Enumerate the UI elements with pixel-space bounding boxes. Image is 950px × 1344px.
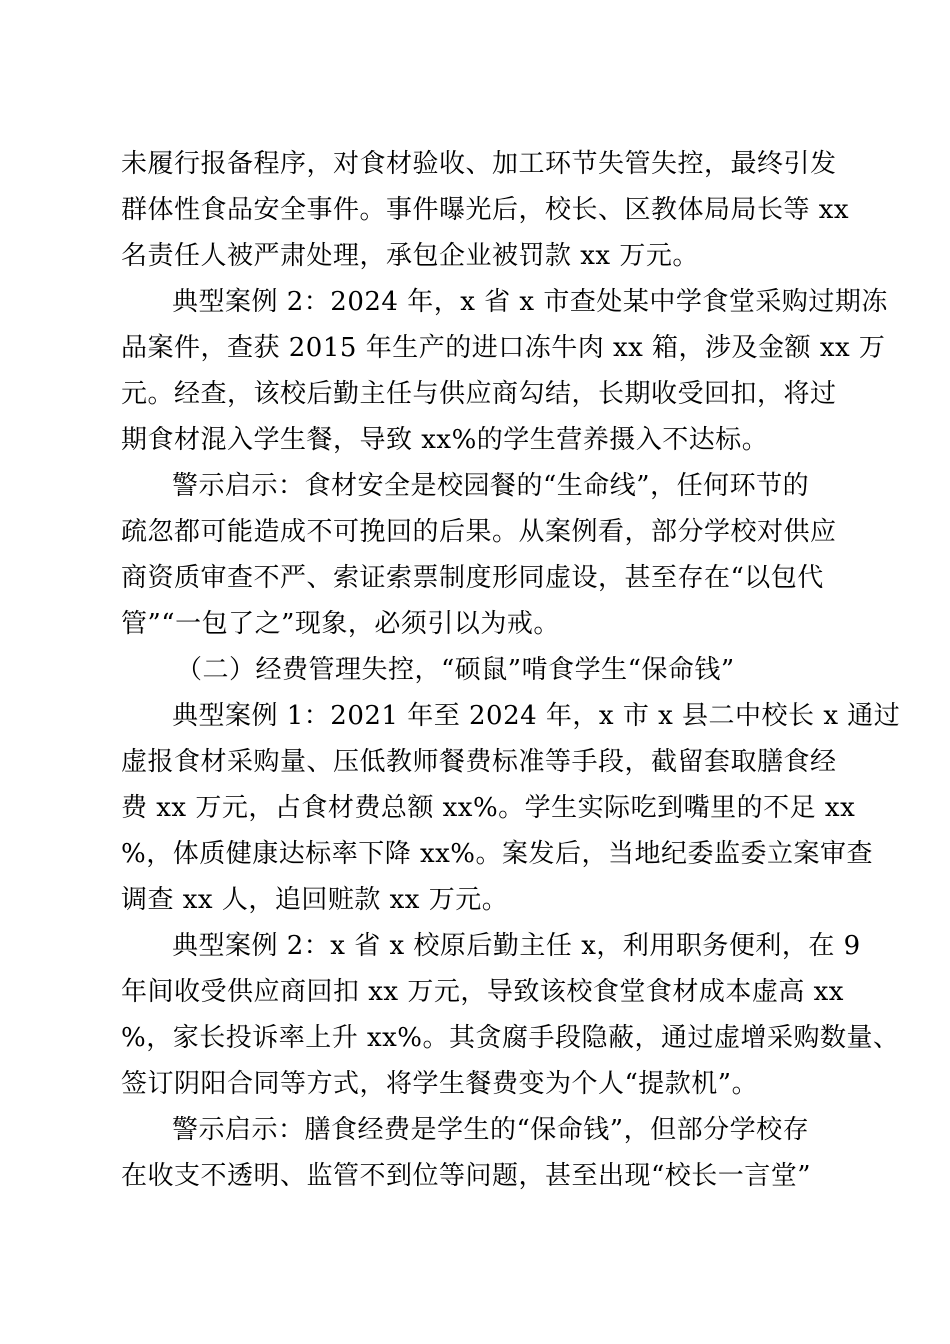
body-text-line: 虚报食材采购量、压低教师餐费标准等手段，截留套取膳食经	[121, 747, 837, 777]
warning-paragraph-start: 警示启示：食材安全是校园餐的“生命线”，任何环节的	[172, 471, 810, 501]
case-paragraph-start: 典型案例 2：x 省 x 校原后勤主任 x，利用职务便利，在 9	[172, 931, 861, 961]
body-text-line: 管”“一包了之”现象，必须引以为戒。	[121, 609, 560, 639]
body-text-line: 商资质审查不严、索证索票制度形同虚设，甚至存在“以包代	[121, 563, 824, 593]
body-text-line: %，家长投诉率上升 xx%。其贪腐手段隐蔽，通过虚增采购数量、	[121, 1023, 900, 1053]
body-text-line: 期食材混入学生餐，导致 xx%的学生营养摄入不达标。	[121, 425, 769, 455]
body-text-line: 年间收受供应商回扣 xx 万元，导致该校食堂食材成本虚高 xx	[121, 977, 844, 1007]
body-text-line: 签订阴阳合同等方式，将学生餐费变为个人“提款机”。	[121, 1069, 759, 1099]
case-paragraph-start: 典型案例 2：2024 年，x 省 x 市查处某中学食堂采购过期冻	[172, 287, 888, 317]
body-text-line: 疏忽都可能造成不可挽回的后果。从案例看，部分学校对供应	[121, 517, 837, 547]
body-text-line: 调查 xx 人，追回赃款 xx 万元。	[121, 885, 509, 915]
body-text-line: 在收支不透明、监管不到位等问题，甚至出现“校长一言堂”	[121, 1161, 812, 1191]
case-paragraph-start: 典型案例 1：2021 年至 2024 年，x 市 x 县二中校长 x 通过	[172, 701, 901, 731]
body-text-line: %，体质健康达标率下降 xx%。案发后，当地纪委监委立案审查	[121, 839, 874, 869]
body-text-line: 费 xx 万元，占食材费总额 xx%。学生实际吃到嘴里的不足 xx	[121, 793, 856, 823]
warning-paragraph-start: 警示启示：膳食经费是学生的“保命钱”，但部分学校存	[172, 1115, 810, 1145]
body-text-line: 名责任人被严肃处理，承包企业被罚款 xx 万元。	[121, 241, 699, 271]
body-text-line: 元。经查，该校后勤主任与供应商勾结，长期收受回扣，将过	[121, 379, 837, 409]
body-text-line: 未履行报备程序，对食材验收、加工环节失管失控，最终引发	[121, 149, 837, 179]
section-heading: （二）经费管理失控，“硕鼠”啃食学生“保命钱”	[176, 655, 735, 685]
body-text-line: 群体性食品安全事件。事件曝光后，校长、区教体局局长等 xx	[121, 195, 850, 225]
body-text-line: 品案件，查获 2015 年生产的进口冻牛肉 xx 箱，涉及金额 xx 万	[121, 333, 886, 363]
